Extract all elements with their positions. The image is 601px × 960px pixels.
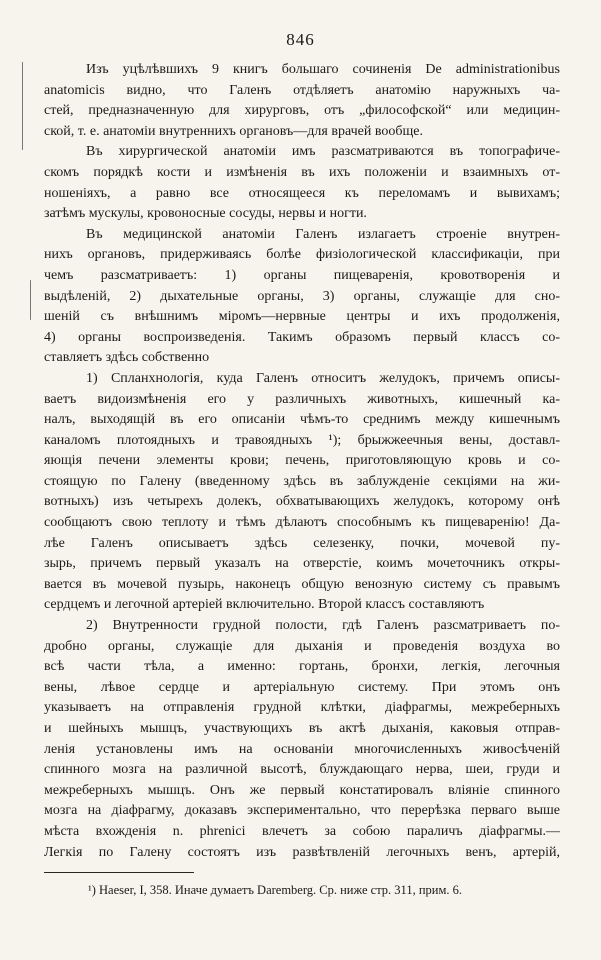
text-line: скомъ порядкѣ кости и измѣненія въ ихъ положеніи и взаимныхъ от- bbox=[44, 164, 560, 180]
page-number: 846 bbox=[286, 30, 315, 49]
text-line: указываетъ на отправленія грудной клѣтки, діафрагмы, межреберныхъ bbox=[44, 700, 560, 716]
margin-mark-top bbox=[22, 62, 23, 150]
text-line: яющія печени элементы крови; печень, приготовляющую кровь и со- bbox=[44, 453, 560, 469]
text-line: дробно органы, служащіе для дыханія и проведенія воздуха во bbox=[44, 638, 560, 654]
text-line: мозга на діафрагму, доказавъ экспериментально, что перерѣзка перваго выше bbox=[44, 803, 560, 819]
text-line: шеній съ внѣшнимъ міромъ—нервные центры и ихъ продолженія, bbox=[44, 309, 560, 325]
text-line: вены, лѣвое сердце и артеріальную систему. При этомъ онъ bbox=[44, 679, 560, 695]
text-line: сообщаютъ свою теплоту и тѣмъ дѣлаютъ способнымъ къ пищеваренію! Да- bbox=[44, 515, 560, 531]
text-line: ваетъ видоизмѣненія его у различныхъ животныхъ, кишечный ка- bbox=[44, 391, 560, 407]
text-line: Въ медицинской анатоміи Галенъ излагаетъ строеніе внутрен- bbox=[86, 226, 560, 242]
text-line: затѣмъ мускулы, кровоносные сосуды, нервы и ногти. bbox=[44, 206, 367, 222]
text-line: чемъ разсматриваетъ: 1) органы пищеваренія, кровотворенія и bbox=[44, 267, 560, 283]
footnote: ¹) Haeser, I, 358. Иначе думаетъ Daremberg. Ср. ниже стр. 311, прим. 6. bbox=[88, 883, 463, 897]
text-line: выдѣленій, 2) дыхательные органы, 3) органы, служащіе для сно- bbox=[44, 288, 560, 304]
text-line: сердцемъ и легочной артеріей включительно. Второй классъ составляютъ bbox=[44, 597, 485, 613]
text-line: Легкія по Галену состоятъ изъ развѣтвленій легочныхъ венъ, артерій, bbox=[44, 844, 560, 860]
text-line: Въ хирургической анатоміи имъ разсматриваются въ топографиче- bbox=[86, 144, 560, 160]
text-line: ленія установлены имъ на основаніи многочисленныхъ живосѣченій bbox=[44, 741, 560, 757]
text-line: нихъ органовъ, придерживаясь болѣе физіологической классификаціи, при bbox=[44, 247, 560, 263]
text-line: вотныхъ) изъ четырехъ долекъ, обхватывающихъ желудокъ, которому онѣ bbox=[44, 494, 560, 510]
text-line: и шейныхъ мышцъ, участвующихъ въ актѣ дыханія, каковыя отправ- bbox=[44, 721, 560, 736]
text-line: зырь, причемъ первый указалъ на отверстіе, коимъ мочеточникъ откры- bbox=[44, 556, 560, 572]
text-line: каналомъ плотоядныхъ и травоядныхъ ¹); брыжжеечныя вены, доставл- bbox=[44, 432, 560, 448]
text-line: 1) Спланхнологія, куда Галенъ относитъ желудокъ, причемъ описы- bbox=[86, 370, 560, 386]
text-line: 2) Внутренности грудной полости, гдѣ Галенъ разсматриваетъ по- bbox=[86, 618, 560, 634]
margin-mark-middle bbox=[30, 280, 31, 320]
text-line: ношеніяхъ, а равно все относящееся къ переломамъ и вывихамъ; bbox=[44, 185, 560, 201]
footnote-rule bbox=[44, 872, 194, 873]
text-line: ской, т. е. анатоміи внутреннихъ органовъ—для врачей вообще. bbox=[44, 123, 423, 139]
text-line: вается въ мочевой пузырь, наконецъ общую венозную систему съ правымъ bbox=[44, 576, 560, 592]
text-body bbox=[44, 60, 560, 863]
text-line: лѣе Галенъ описываетъ здѣсь селезенку, почки, мочевой пу- bbox=[44, 535, 560, 551]
text-line: налъ, выходящій въ его описаніи чѣмъ-то среднимъ между кишечнымъ bbox=[44, 412, 560, 428]
text-line: стей, предназначенную для хирурговъ, отъ „философской“ или медицин- bbox=[44, 103, 560, 119]
text-line: ставляетъ здѣсь собственно bbox=[44, 350, 210, 366]
text-line: мѣста вхожденія n. phrenici влечетъ за собою параличъ діафрагмы.— bbox=[44, 823, 560, 839]
text-line: спинного мозга на различной высотѣ, блуждающаго нерва, шеи, груди и bbox=[44, 762, 560, 778]
text-line: Изъ уцѣлѣвшихъ 9 книгъ большаго сочиненія De administrationibus bbox=[86, 62, 560, 77]
text-line: всѣ части тѣла, а именно: гортань, бронхи, легкія, легочныя bbox=[44, 659, 560, 675]
text-line: межреберныхъ мышцъ. Онъ же первый констатировалъ вліяніе спинного bbox=[44, 782, 560, 798]
text-line: anatomicis видно, что Галенъ отдѣляетъ анатомію наружныхъ ча- bbox=[44, 82, 560, 98]
text-line: стоящую по Галену (введенному здѣсь въ заблужденіе секціями на жи- bbox=[44, 473, 560, 489]
text-line: 4) органы воспроизведенія. Такимъ образомъ первый классъ со- bbox=[44, 329, 560, 345]
